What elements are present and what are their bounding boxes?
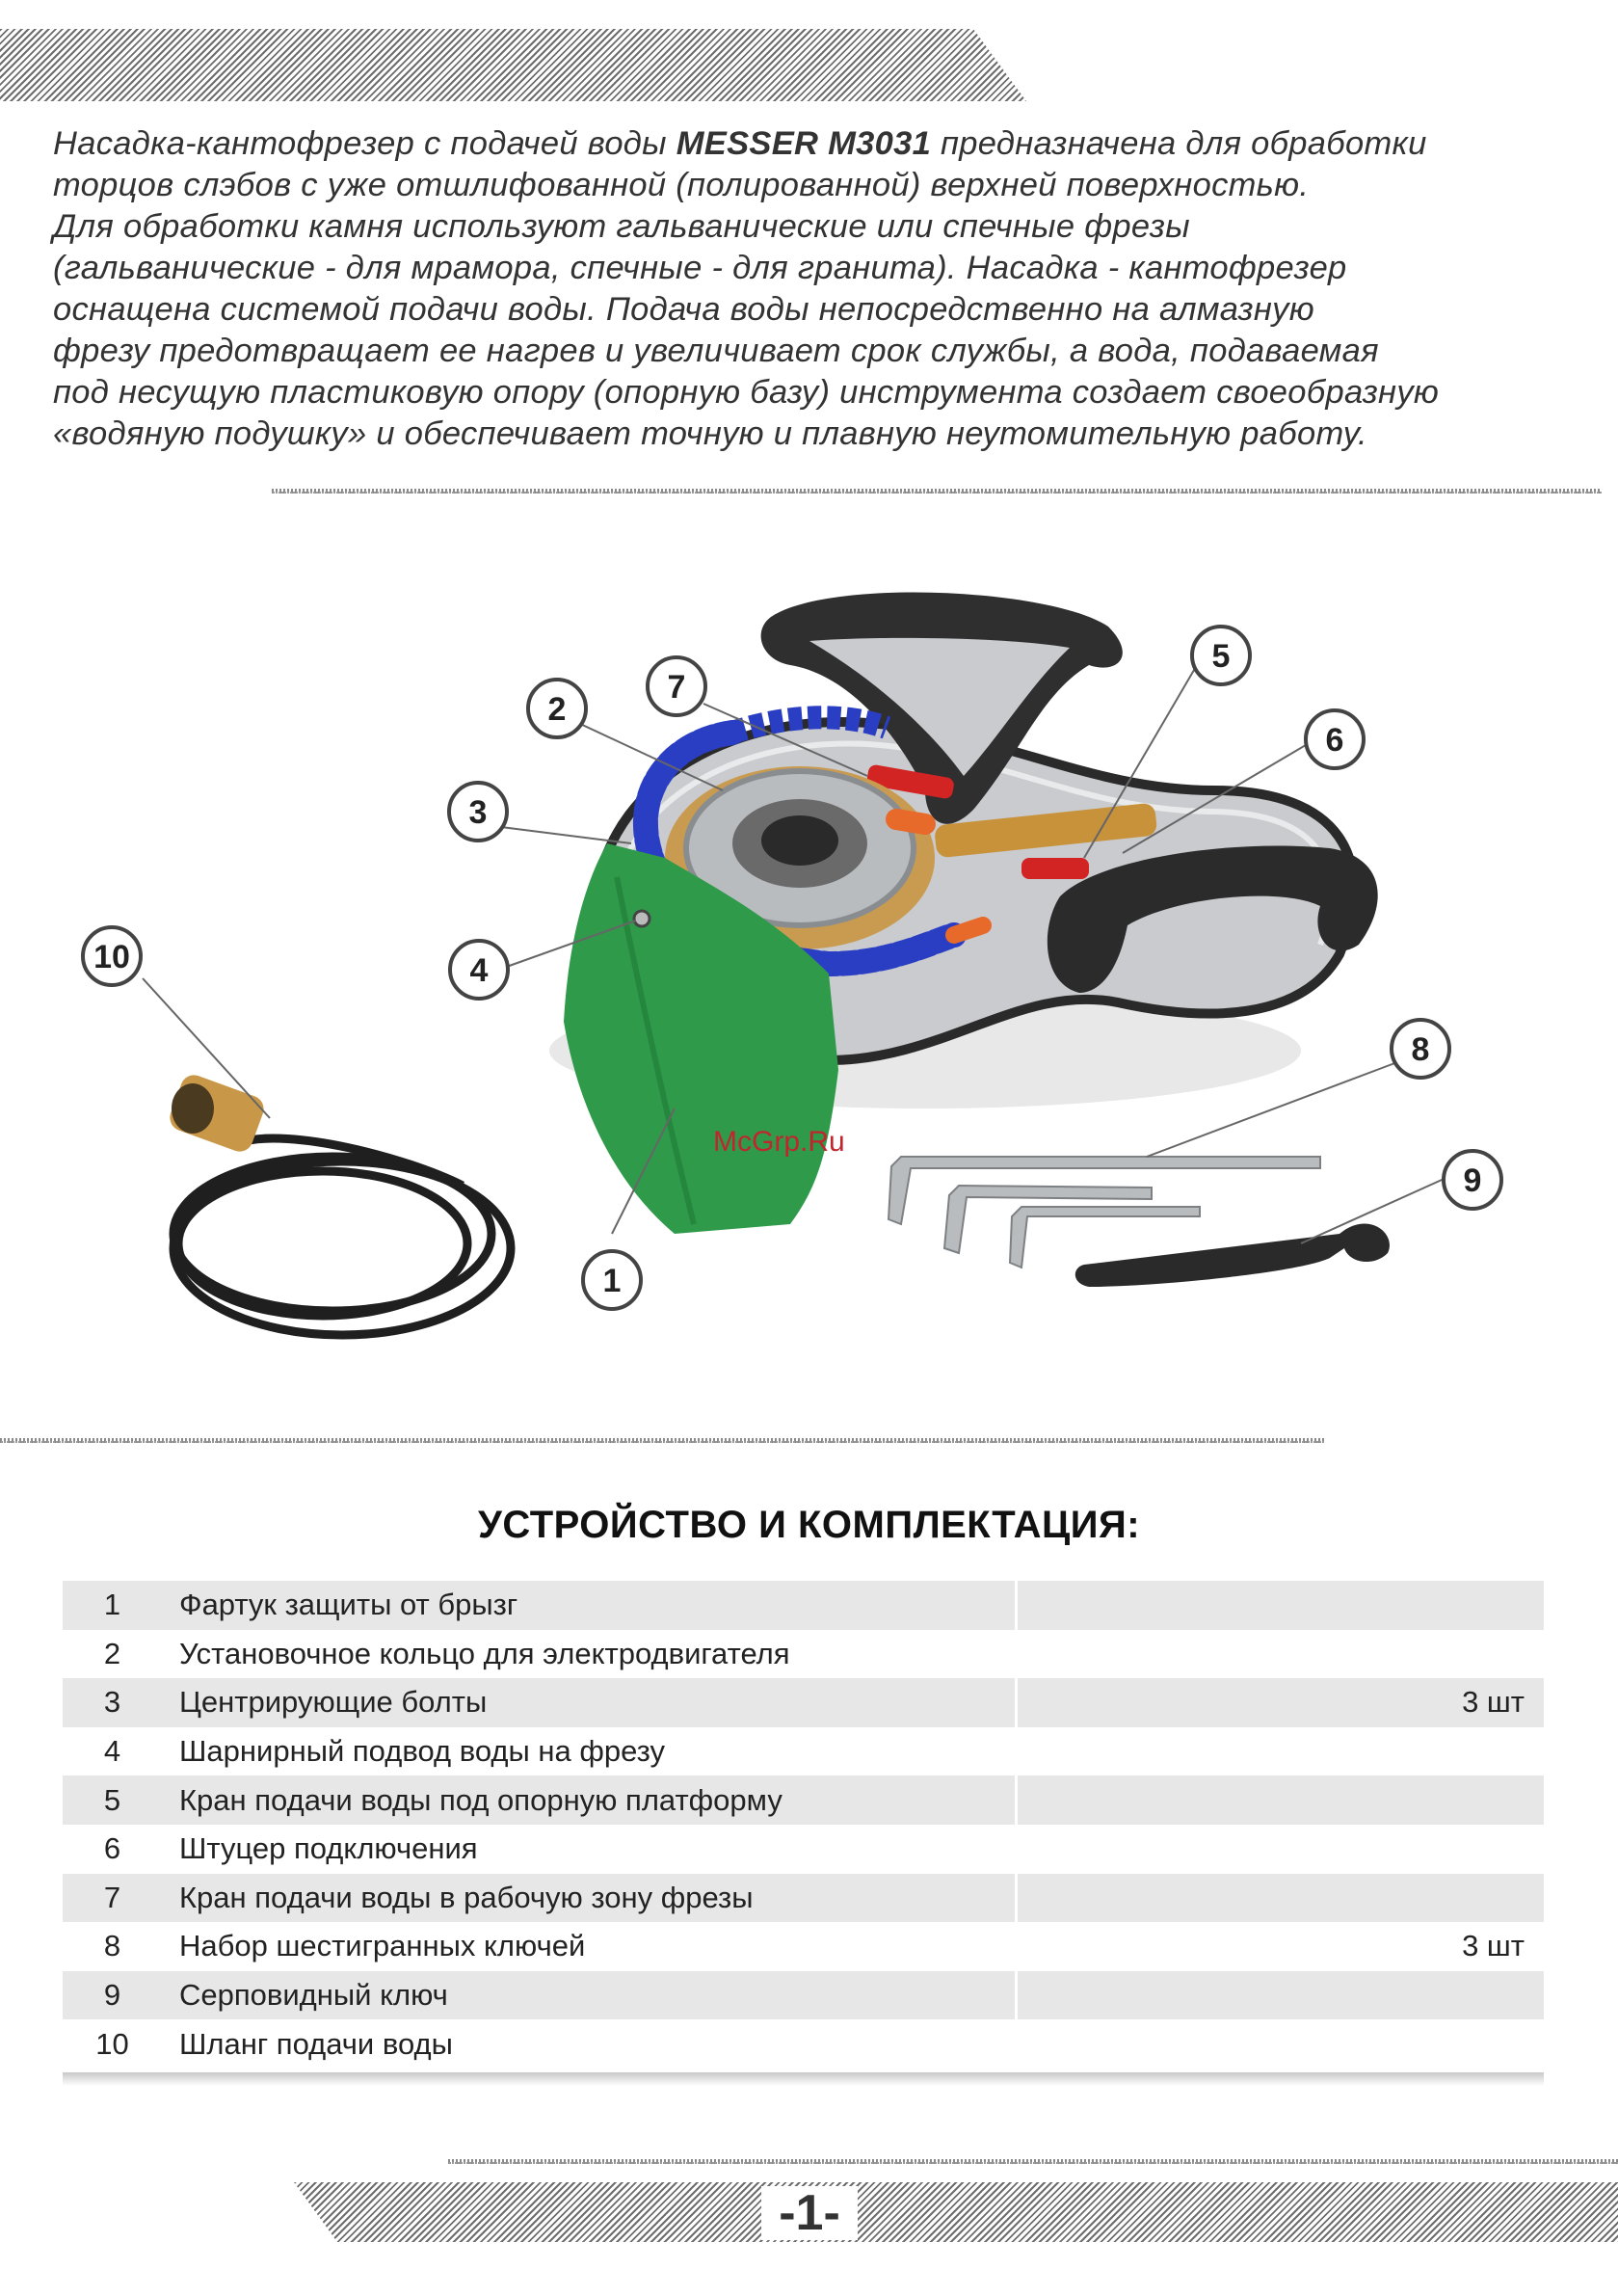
part-number: 1 <box>63 1581 162 1630</box>
product-model: MESSER M3031 <box>676 125 932 162</box>
table-row <box>63 1727 1544 1776</box>
part-qty <box>1017 1630 1545 1679</box>
product-illustration <box>0 569 1618 1359</box>
divider-bottom <box>448 2159 1618 2164</box>
callout-label: 5 <box>1211 638 1231 675</box>
part-name: Установочное кольцо для электродвигателя <box>162 1630 1017 1679</box>
part-qty: 3 шт <box>1017 1678 1545 1727</box>
table-shadow <box>63 2072 1544 2086</box>
divider-middle <box>0 1438 1325 1443</box>
page-number: -1- <box>761 2186 858 2240</box>
device-drawing <box>0 569 1618 1359</box>
part-number: 2 <box>63 1630 162 1679</box>
hook-spanner <box>1075 1224 1390 1287</box>
callout-label: 2 <box>547 691 567 728</box>
callout-label: 7 <box>667 669 686 706</box>
divider-top <box>272 489 1602 494</box>
table-row <box>63 1581 1544 1630</box>
bottom-hatch-band <box>294 2182 1618 2242</box>
part-name: Центрирующие болты <box>162 1678 1017 1727</box>
parts-table <box>63 1581 1544 2069</box>
part-qty <box>1017 1874 1545 1923</box>
part-number: 8 <box>63 1922 162 1971</box>
top-hatch-band <box>0 29 1026 101</box>
part-number: 6 <box>63 1825 162 1874</box>
part-qty <box>1017 1581 1545 1630</box>
section-title: УСТРОЙСТВО И КОМПЛЕКТАЦИЯ: <box>477 1504 1141 1546</box>
part-name: Шарнирный подвод воды на фрезу <box>162 1727 1017 1776</box>
intro-line: фрезу предотвращает ее нагрев и увеличивает срок службы, а вода, подаваемая <box>53 333 1379 369</box>
part-name: Набор шестигранных ключей <box>162 1922 1017 1971</box>
callout-label: 3 <box>468 794 488 831</box>
intro-line: Для обработки камня используют гальванические или спечные фрезы <box>53 208 1190 245</box>
table-row <box>63 1922 1544 1971</box>
callout-label: 8 <box>1411 1031 1430 1068</box>
table-row <box>63 1874 1544 1923</box>
part-qty <box>1017 2019 1545 2069</box>
part-number: 3 <box>63 1678 162 1727</box>
callout-label: 9 <box>1463 1162 1482 1199</box>
callout-label: 6 <box>1325 722 1344 759</box>
intro-line: под несущую пластиковую опору (опорную базу) инструмента создает своеобразную <box>53 374 1440 411</box>
intro-line: торцов слэбов с уже отшлифованной (полированной) верхней поверхностью. <box>53 167 1310 203</box>
watermark-text: McGrp.Ru <box>713 1126 845 1158</box>
table-row <box>63 1678 1544 1727</box>
intro-paragraph <box>53 123 1585 455</box>
callout-label: 4 <box>469 952 489 989</box>
water-hose-coil <box>173 1138 511 1335</box>
part-name: Кран подачи воды под опорную платформу <box>162 1775 1017 1825</box>
intro-line: Насадка-кантофрезер с подачей воды MESSER M3031 предназначена для обработки <box>53 125 1427 162</box>
part-name: Штуцер подключения <box>162 1825 1017 1874</box>
intro-line: оснащена системой подачи воды. Подача воды непосредственно на алмазную <box>53 291 1314 328</box>
part-number: 10 <box>63 2019 162 2069</box>
red-valve-lever <box>1021 858 1089 879</box>
part-qty <box>1017 1825 1545 1874</box>
part-number: 5 <box>63 1775 162 1825</box>
table-row <box>63 1775 1544 1825</box>
callout-label: 10 <box>93 939 130 975</box>
part-qty: 3 шт <box>1017 1922 1545 1971</box>
part-number: 4 <box>63 1727 162 1776</box>
table-row <box>63 1630 1544 1679</box>
part-name: Серповидный ключ <box>162 1971 1017 2020</box>
part-number: 7 <box>63 1874 162 1923</box>
table-row <box>63 1825 1544 1874</box>
intro-line: (гальванические - для мрамора, спечные - для гранита). Насадка - кантофрезер <box>53 250 1347 286</box>
part-qty <box>1017 1775 1545 1825</box>
part-qty <box>1017 1727 1545 1776</box>
callout-label: 1 <box>602 1263 622 1299</box>
part-name: Шланг подачи воды <box>162 2019 1017 2069</box>
part-number: 9 <box>63 1971 162 2020</box>
part-qty <box>1017 1971 1545 2020</box>
part-name: Фартук защиты от брызг <box>162 1581 1017 1630</box>
table-row <box>63 2019 1544 2069</box>
part-name: Кран подачи воды в рабочую зону фрезы <box>162 1874 1017 1923</box>
intro-line: «водяную подушку» и обеспечивает точную и плавную неутомительную работу. <box>53 415 1367 452</box>
table-row <box>63 1971 1544 2020</box>
